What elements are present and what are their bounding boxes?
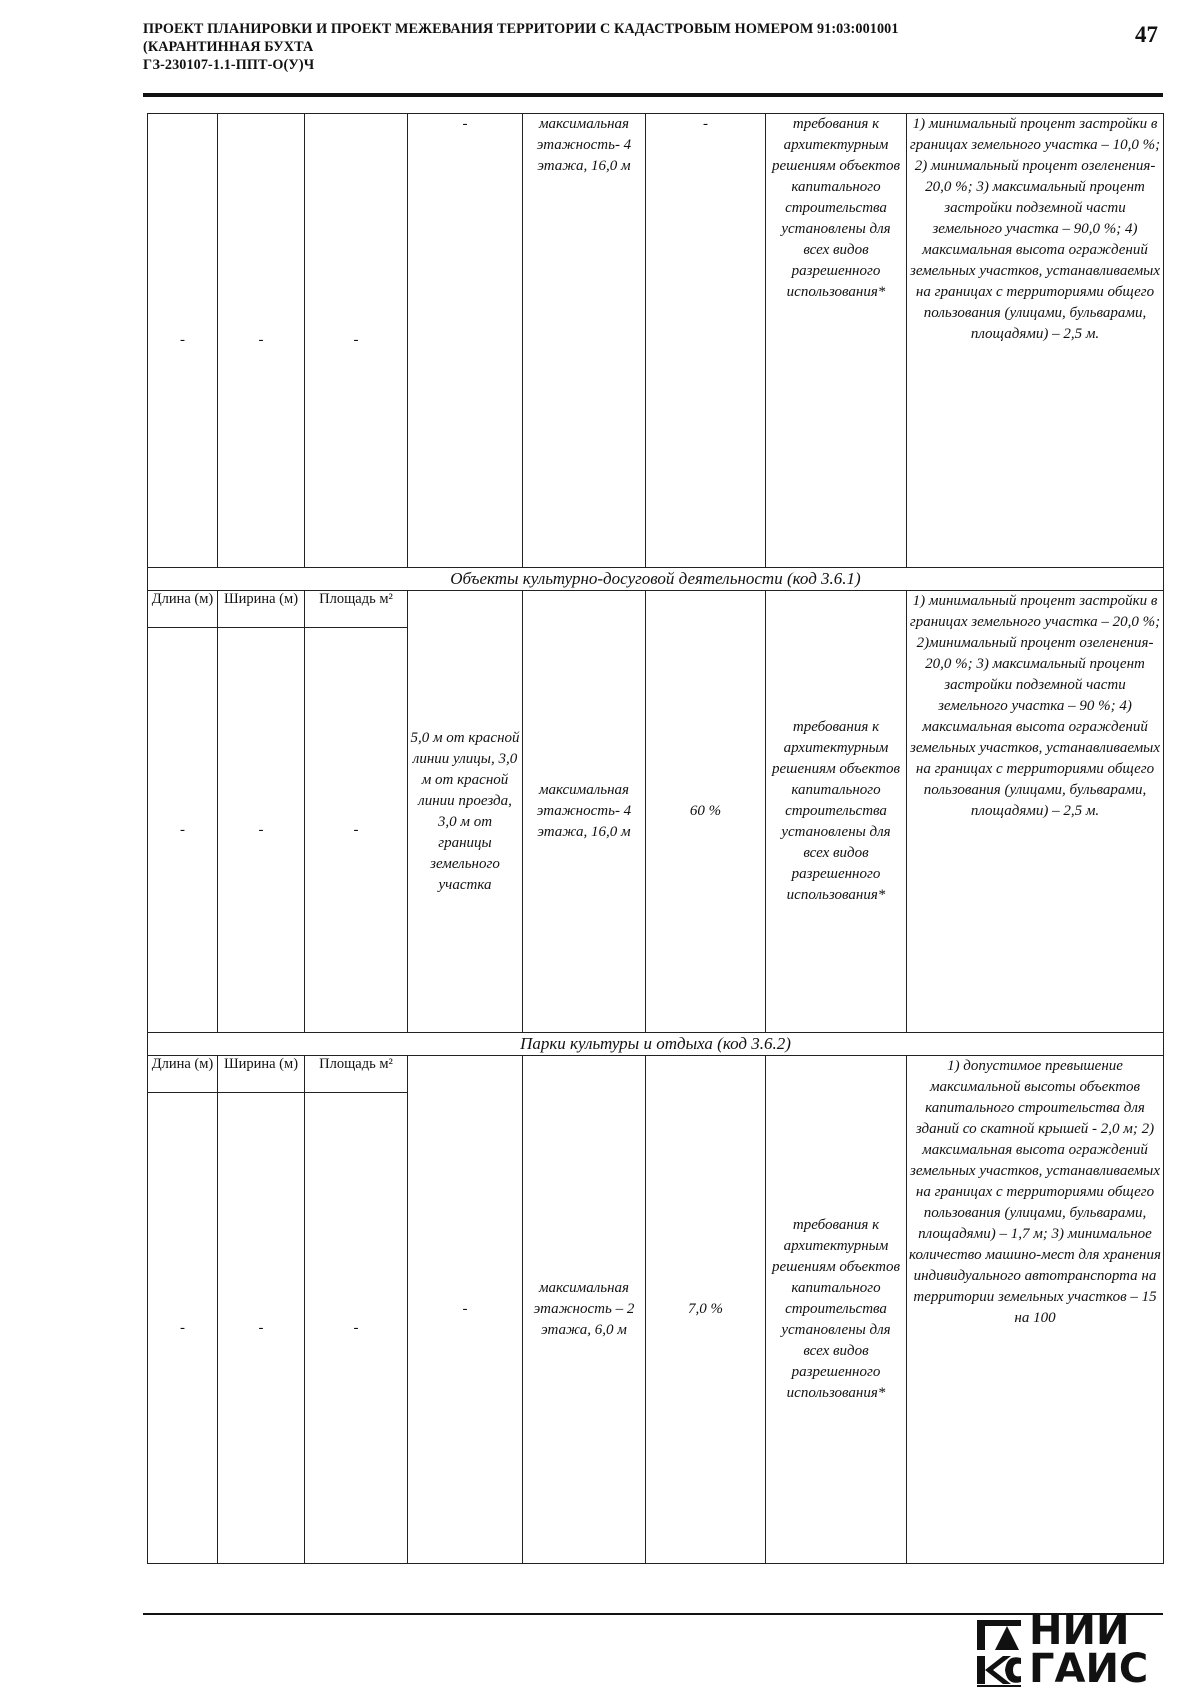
cell-area: - [305, 1093, 408, 1564]
cell-width: - [218, 114, 305, 568]
table-header-row [148, 591, 1164, 628]
document-header [143, 20, 1083, 74]
logo-mark-icon [975, 1616, 1023, 1688]
cell-floors: максимальная этажность- 4 этажа, 16,0 м [523, 591, 646, 1033]
cell-area: - [305, 114, 408, 568]
cell-setback: 5,0 м от красной линии улицы, 3,0 м от красной линии проезда, 3,0 м от границы земельного участка [408, 591, 523, 1033]
cell-setback: - [408, 1056, 523, 1564]
cell-other-params: 1) допустимое превышение максимальной высоты объектов капитального строительства для зданий со скатной крышей - 2,0 м; 2) максимальная высота ограждений земельных участков, устанавливаемых на границах с территориями общего пользования (улицами, бульварами, площадями) – 1,7 м; 3) минимальное количество машино-мест для хранения индивидуального автотранспорта на территории земельных участков – 15 на 100 [907, 1056, 1164, 1564]
cell-length: - [148, 628, 218, 1033]
header-code-line: ГЗ-230107-1.1-ППТ-О(У)Ч [143, 57, 315, 73]
section-title-row [148, 1033, 1164, 1056]
cell-width: - [218, 628, 305, 1033]
column-header-length: Длина (м) [148, 591, 218, 628]
table-row-continued [148, 114, 1164, 568]
column-header-length: Длина (м) [148, 1056, 218, 1093]
cell-setback: - [408, 114, 523, 568]
cell-length: - [148, 1093, 218, 1564]
cell-floors: максимальная этажность – 2 этажа, 6,0 м [523, 1056, 646, 1564]
header-subtitle-line: (КАРАНТИННАЯ БУХТА [143, 39, 314, 55]
logo-line-1: НИИ [1029, 1608, 1130, 1654]
cell-coverage: 7,0 % [646, 1056, 766, 1564]
cell-architecture: требования к архитектурным решениям объектов капитального строительства установлены для всех видов разрешенного использования* [766, 114, 907, 568]
company-logo [975, 1608, 1165, 1692]
table-header-row [148, 1056, 1164, 1093]
column-header-width: Ширина (м) [218, 1056, 305, 1093]
cell-coverage: - [646, 114, 766, 568]
regulations-table [147, 113, 1164, 1564]
section-title-culture: Объекты культурно-досуговой деятельности (код 3.6.1) [148, 568, 1164, 591]
cell-other-params: 1) минимальный процент застройки в границах земельного участка – 20,0 %; 2)минимальный процент озеленения- 20,0 %; 3) максимальный процент застройки подземной части земельного участка – 90 %; 4) максимальная высота ограждений земельных участков, устанавливаемых на границах с территориями общего пользования (улицами, бульварами, площадями) – 2,5 м. [907, 591, 1164, 1033]
logo-text [1029, 1608, 1149, 1692]
section-title-parks: Парки культуры и отдыха (код 3.6.2) [148, 1033, 1164, 1056]
cell-area: - [305, 628, 408, 1033]
header-rule [143, 93, 1163, 97]
section-title-row [148, 568, 1164, 591]
cell-floors: максимальная этажность- 4 этажа, 16,0 м [523, 114, 646, 568]
logo-line-2: ГАИС [1029, 1646, 1149, 1692]
page-number: 47 [1135, 22, 1158, 47]
cell-architecture: требования к архитектурным решениям объектов капитального строительства установлены для всех видов разрешенного использования* [766, 591, 907, 1033]
footer-rule [143, 1613, 1163, 1615]
column-header-area: Площадь м² [305, 1056, 408, 1093]
cell-architecture: требования к архитектурным решениям объектов капитального строительства установлены для всех видов разрешенного использования* [766, 1056, 907, 1564]
column-header-width: Ширина (м) [218, 591, 305, 628]
header-title-line: ПРОЕКТ ПЛАНИРОВКИ И ПРОЕКТ МЕЖЕВАНИЯ ТЕРРИТОРИИ С КАДАСТРОВЫМ НОМЕРОМ 91:03:001001 [143, 21, 899, 37]
cell-coverage: 60 % [646, 591, 766, 1033]
cell-length: - [148, 114, 218, 568]
cell-other-params: 1) минимальный процент застройки в границах земельного участка – 10,0 %; 2) минимальный процент озеленения- 20,0 %; 3) максимальный процент застройки подземной части земельного участка – 90,0 %; 4) максимальная высота ограждений земельных участков, устанавливаемых на границах с территориями общего пользования (улицами, бульварами, площадями) – 2,5 м. [907, 114, 1164, 568]
column-header-area: Площадь м² [305, 591, 408, 628]
cell-width: - [218, 1093, 305, 1564]
